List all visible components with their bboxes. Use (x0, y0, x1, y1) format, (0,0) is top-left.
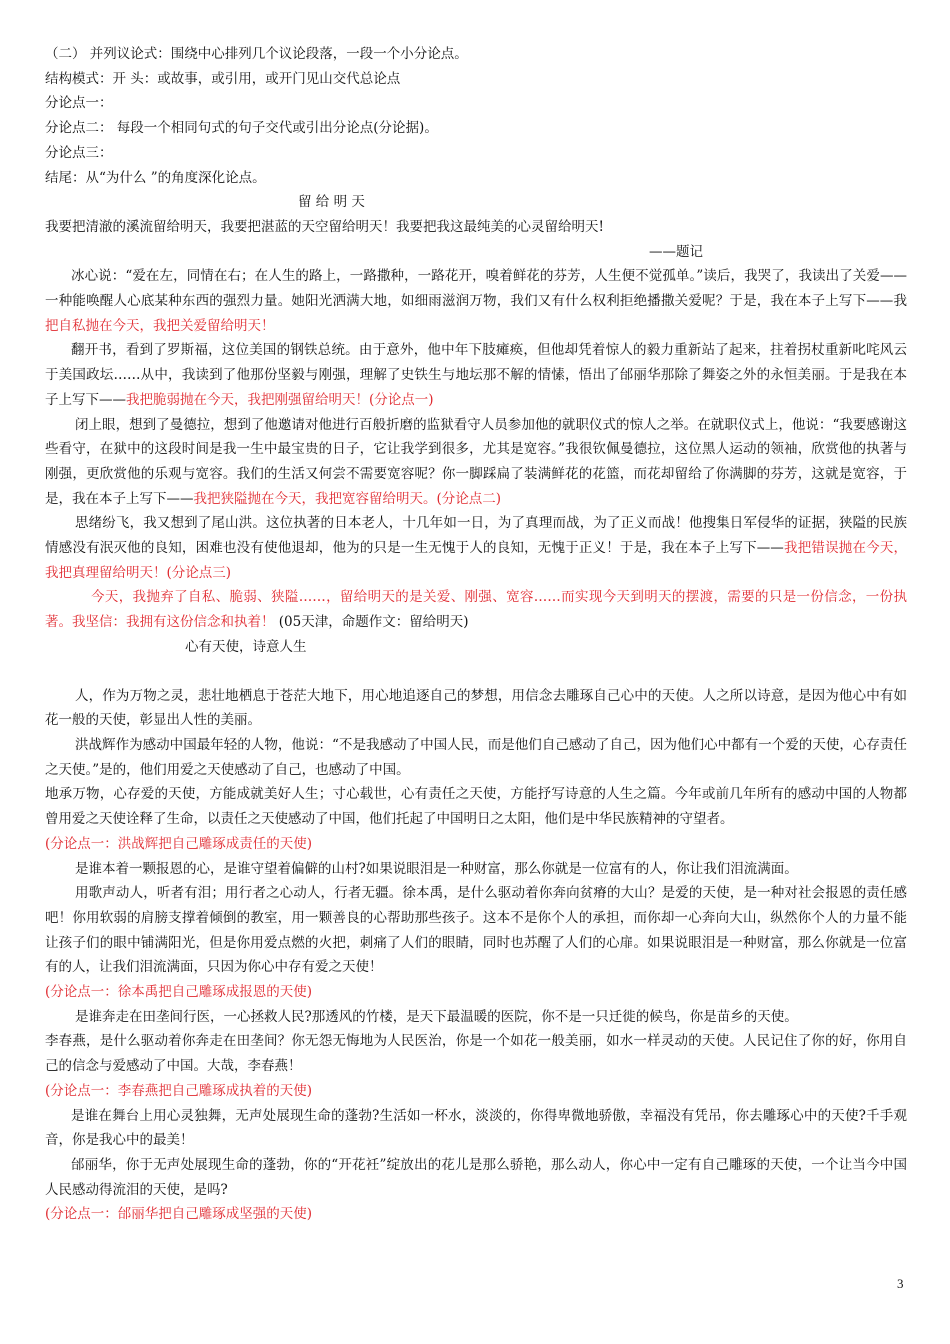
essay1-paragraph-1 (45, 264, 907, 338)
essay2-paragraph-1: 人，作为万物之灵，悲壮地栖息于苍茫大地下，用心地追逐自己的梦想，用信念去雕琢自己心中的天使。人之所以诗意，是因为他心中有如花一般的天使，彰显出人性的美丽。 (45, 687, 907, 729)
paragraph-text: 冰心说：“爱在左，同情在右；在人生的路上，一路撒种，一路花开，嗅着鲜花的芬芳，人生便不觉孤单。”读后，我哭了，我读出了关爱——一种能唤醒人心底某种东西的强烈力量。她阳光洒满大地，如细雨滋润万物，我们又有什么权利拒绝播撒关爱呢？于是，我在本子上写下——我 (45, 268, 907, 310)
essay2-subpoint-2: (分论点一：徐本禹把自己雕琢成报恩的天使) (45, 984, 313, 1001)
essay1-paragraph-2 (45, 338, 907, 412)
essay2-paragraph-9: 邰丽华，你于无声处展现生命的蓬勃，你的“开花衽”绽放出的花儿是那么骄艳，那么动人，你心中一定有自己雕琢的天使，一个让当今中国人民感动得流泪的天使，是吗? (45, 1156, 907, 1198)
essay1-paragraph-3 (45, 413, 907, 512)
essay2-paragraph-2: 洪战辉作为感动中国最年轻的人物，他说：“不是我感动了中国人民，而是他们自己感动了自己，因为他们心中都有一个爱的天使，心存责任之天使。”是的，他们用爱之天使感动了自己，也感动了中国。 (45, 736, 907, 778)
page-number: 3 (897, 1276, 904, 1291)
emphasis-sentence: 今天，我抛弃了自私、脆弱、狭隘……，留给明天的是关爱、刚强、宽容……而实现今天到明天的摆渡，需要的只是一份信念，一份执著。我坚信：我拥有这份信念和执着！ (45, 589, 907, 631)
essay2-paragraph-5: 用歌声动人，听者有泪；用行者之心动人，行者无疆。徐本禹，是什么驱动着你奔向贫瘠的大山？是爱的天使，是一种对社会报恩的责任感吧！你用软弱的肩膀支撑着倾倒的教室，用一颗善良的心帮助那些孩子。这本不是你个人的承担，而你却一心奔向大山，纵然你个人的力量不能让孩子们的眼中铺满阳光，但是你用爱点燃的火把，刺痛了人们的眼睛，同时也苏醒了人们的心扉。如果说眼泪是一种财富，那么你就是一位富有的人，让我们泪流满面，只因为你心中存有爱之天使！ (45, 885, 907, 976)
essay1-paragraph-4 (45, 511, 907, 585)
essay2-paragraph-6: 是谁奔走在田垄间行医，一心拯救人民?那透风的竹楼，是天下最温暖的医院，你不是一只迁徙的候鸟，你是苗乡的天使。 (75, 1008, 798, 1025)
essay2-subpoint-1: (分论点一：洪战辉把自己雕琢成责任的天使) (45, 835, 313, 852)
paragraph-text: 翻开书，看到了罗斯福，这位美国的钢铁总统。由于意外，他中年下肢瘫痪，但他却凭着惊人的毅力重新站了起来，拄着拐杖重新叱咤风云于美国政坛……从中，我读到了他那份坚毅与刚强，理解了史铁生与地坛那不解的情愫，悟出了邰丽华那除了舞姿之外的永恒美丽。于是我在本子上写下—— (45, 342, 907, 408)
essay1-epigraph: 我要把清澈的溪流留给明天，我要把湛蓝的天空留给明天！我要把我这最纯美的心灵留给明天! (45, 218, 604, 235)
essay2-paragraph-3: 地承万物，心存爱的天使，方能成就美好人生；寸心载世，心有责任之天使，方能抒写诗意的人生之篇。今年或前几年所有的感动中国的人物都曾用爱之天使诠释了生命，以责任之天使感动了中国，他们托起了中国明日之太阳，他们是中华民族精神的守望者。 (45, 786, 907, 828)
emphasis-sentence: 我把脆弱抛在今天，我把刚强留给明天！(分论点一) (126, 391, 434, 408)
document-page (45, 42, 907, 1227)
paragraph-text: 闭上眼，想到了曼德拉，想到了他邀请对他进行百般折磨的监狱看守人员参加他的就职仪式的惊人之举。在就职仪式上，他说：“我要感谢这些看守，在狱中的这段时间是我一生中最宝贵的日子，它让我学到很多，尤其是宽容。”我很钦佩曼德拉，这位黑人运动的领袖，欣赏他的执著与刚强，更欣赏他的乐观与宽容。我们的生活又何尝不需要宽容呢？你一脚踩扁了装满鲜花的花篮，而花却留给了你满脚的芬芳，这就是宽容，于是，我在本子上写下—— (45, 416, 907, 507)
essay2-subpoint-3: (分论点一：李春燕把自己雕琢成执着的天使) (45, 1082, 313, 1099)
essay2-paragraph-8: 是谁在舞台上用心灵独舞，无声处展现生命的蓬勃?生活如一杯水，淡淡的，你得卑微地骄傲，幸福没有凭吊，你去雕琢心中的天使?千手观音，你是我心中的最美！ (45, 1107, 907, 1149)
essay2-paragraph-7: 李春燕，是什么驱动着你奔走在田垄间？你无怨无悔地为人民医治，你是一个如花一般美丽，如水一样灵动的天使。人民记住了你的好，你用自己的信念与爱感动了中国。大哉，李春燕！ (45, 1033, 907, 1075)
outline-point-1: 分论点一： (45, 95, 113, 112)
emphasis-sentence: 我把错误抛在今天，我把真理留给明天！(分论点三) (45, 540, 908, 581)
essay1-epigraph-credit: ——题记 (649, 243, 703, 260)
blank-line (45, 660, 907, 684)
paragraph-text: 思绪纷飞，我又想到了尾山洪。这位执著的日本老人，十几年如一日，为了真理而战，为了正义而战！他搜集日军侵华的证据，狭隘的民族情感没有泯灭他的良知，困难也没有使他退却，他为的只是一生无愧于人的良知，无愧于正义！于是，我在本子上写下—— (45, 515, 907, 557)
essay1-conclusion (45, 585, 907, 634)
essay1-source: (05天津，命题作文：留给明天) (274, 614, 469, 631)
outline-ending: 结尾：从“为什么 ”的角度深化论点。 (45, 169, 266, 186)
emphasis-sentence: 我把狭隘抛在今天，我把宽容留给明天。(分论点二) (193, 490, 502, 507)
outline-heading: （二） 并列议论式：围绕中心排列几个议论段落，一段一个小分论点。 (45, 46, 468, 62)
essay2-subpoint-4: (分论点一：邰丽华把自己雕琢成坚强的天使) (45, 1206, 313, 1223)
essay2-title: 心有天使，诗意人生 (185, 638, 307, 655)
essay2-paragraph-4: 是谁本着一颗报恩的心，是谁守望着偏僻的山村?如果说眼泪是一种财富，那么你就是一位富有的人，你让我们泪流满面。 (75, 860, 798, 877)
outline-point-2: 分论点二： 每段一个相同句式的句子交代或引出分论点(分论据)。 (45, 120, 438, 137)
outline-structure: 结构模式：开 头：或故事，或引用，或开门见山交代总论点 (45, 70, 401, 87)
outline-point-3: 分论点三： (45, 144, 113, 161)
essay1-title: 留 给 明 天 (298, 194, 365, 211)
emphasis-sentence: 把自私抛在今天，我把关爱留给明天！ (45, 317, 275, 334)
